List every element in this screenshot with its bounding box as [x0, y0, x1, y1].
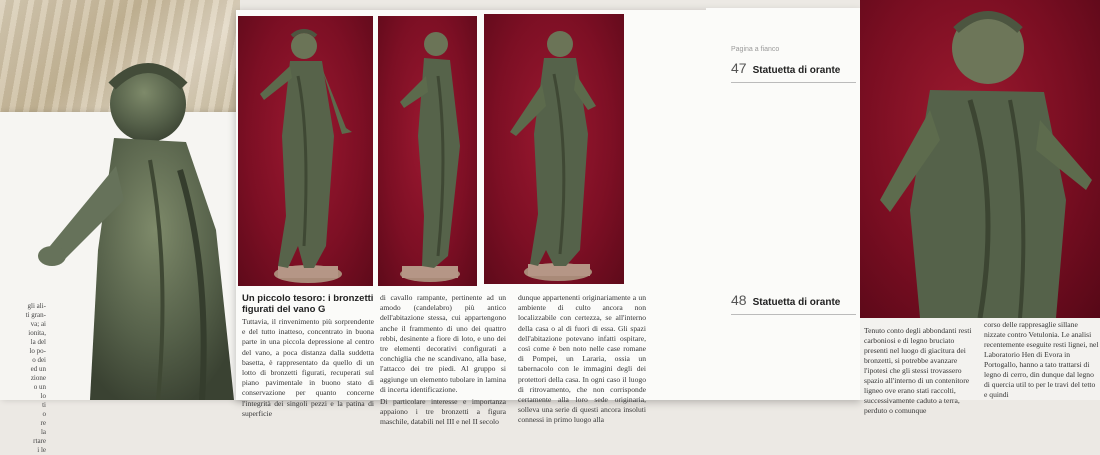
article-column-1: [242, 317, 374, 421]
divider: [731, 314, 856, 315]
statuette-photo-back: [484, 14, 624, 284]
left-page-text-line: o dei: [32, 356, 46, 364]
left-page-text-line: ionita,: [28, 329, 46, 337]
article-paragraph: Di particolare interesse e importanza appaiono i tre bronzetti a figura maschile, databili nel III e nel II secolo: [380, 397, 506, 427]
article-column-3: [518, 293, 646, 428]
left-page-text-line: lo po-: [29, 347, 46, 355]
article-paragraph: di cavallo rampante, pertinente ad un amodo (candelabro) più antico dell'abitazione stessa, cui appartengono anche il frammento di uno dei quattro rebbi, desinente a fiore di loto, e uno dei tre elementi decorativi configurati a conchiglia che ne scandivano, alla base, l'attacco dei tre piedi. Al gruppo si aggiunge un elemento tubolare in lamina di incerta identificazione.: [380, 293, 506, 394]
article-headline: Un piccolo tesoro: i bronzetti figurati del vano G: [242, 293, 374, 315]
article-column-2: [380, 293, 506, 430]
left-page-text-line: zione: [30, 374, 46, 382]
left-page-text-line: va; ai: [30, 320, 46, 328]
statuette-closeup-figure: [860, 0, 1100, 318]
far-right-page: [860, 0, 1100, 415]
left-page-text-line: ti gran-: [25, 311, 46, 319]
far-page-column-1: Tenuto conto degli abbondanti resti carboniosi e di legno bruciato presenti nel luogo di giacitura dei bronzetti, si potrebbe avanzare l'ipotesi che gli stessi trovassero spazio all'interno di un contenitore ligneo ove erano stati raccolti, successivamente caduto a terra, perduto o comunque: [864, 326, 972, 415]
left-page-text-line: ed un: [30, 365, 46, 373]
statuette-photo-side: [378, 16, 477, 286]
right-page: [706, 8, 861, 400]
left-page-text-line: o un: [33, 383, 46, 391]
caption-item-48: [731, 292, 840, 310]
article-paragraph: dunque appartenenti originariamente a un ambiente di culto ancora non localizzabile con certezza, se all'interno della casa o al di fuori di essa. Gli spazi dell'abitazione potevano infatti ospitare, così come è ben noto nelle case romane di Pompei, un Lararia, ossia un tabernacolo con le immagini degli dei protettori della casa. In ogni caso il luogo di ritrovamento, che non corrisponde certamente alla loro sede originaria, solleva una serie di questi ancora insoluti connessi in primo luogo alla: [518, 293, 646, 425]
article-paragraph: Tuttavia, il rinvenimento più sorprendente e del tutto inatteso, concentrato in buona parte in una piccola depressione al centro del vano, a poca distanza dalla suddetta basetta, è rappresentato da quello di un lotto di bronzetti figurati, recuperati sul piano pavimentale in buono stato di conservazione per quanto concerne l'integrità dei singoli pezzi e la patina di superficie: [242, 317, 374, 418]
left-page-text-line: la del: [30, 338, 46, 346]
far-page-column-2: corso delle rappresaglie sillane nizzate contro Vetulonia. Le analisi recentemente eseguite resti lignei, nel Laboratorio Hen di Evora in Portogallo, hanno a tato trattarsi di legno di cerro, din dunque dal legno di quercia util to per le travi del tetto e quindi: [984, 320, 1099, 399]
section-label: Pagina a fianco: [731, 46, 780, 53]
caption-number: 48: [731, 292, 747, 308]
left-page-text-line: i le: [37, 446, 46, 454]
statuette-side-figure: [378, 16, 477, 286]
statuette-back-figure: [484, 14, 624, 284]
left-page-text-line: ti: [42, 401, 46, 409]
caption-item-47: [731, 60, 840, 78]
caption-number: 47: [731, 60, 747, 76]
caption-title: Statuetta di orante: [752, 297, 841, 308]
foreground-statuette: [30, 50, 240, 400]
caption-title: Statuetta di orante: [752, 65, 841, 76]
left-page-text-line: lo: [40, 392, 46, 400]
divider: [731, 82, 856, 83]
left-page-text-line: o: [42, 410, 46, 418]
statuette-closeup-photo: [860, 0, 1100, 318]
statuette-front-figure: [238, 16, 373, 286]
left-page-text-line: la: [40, 428, 46, 436]
statuette-photo-front: [238, 16, 373, 286]
left-page-text-line: rtare: [33, 437, 46, 445]
left-page-text-line: gli ali-: [27, 302, 46, 310]
left-page-text-line: re: [40, 419, 46, 427]
